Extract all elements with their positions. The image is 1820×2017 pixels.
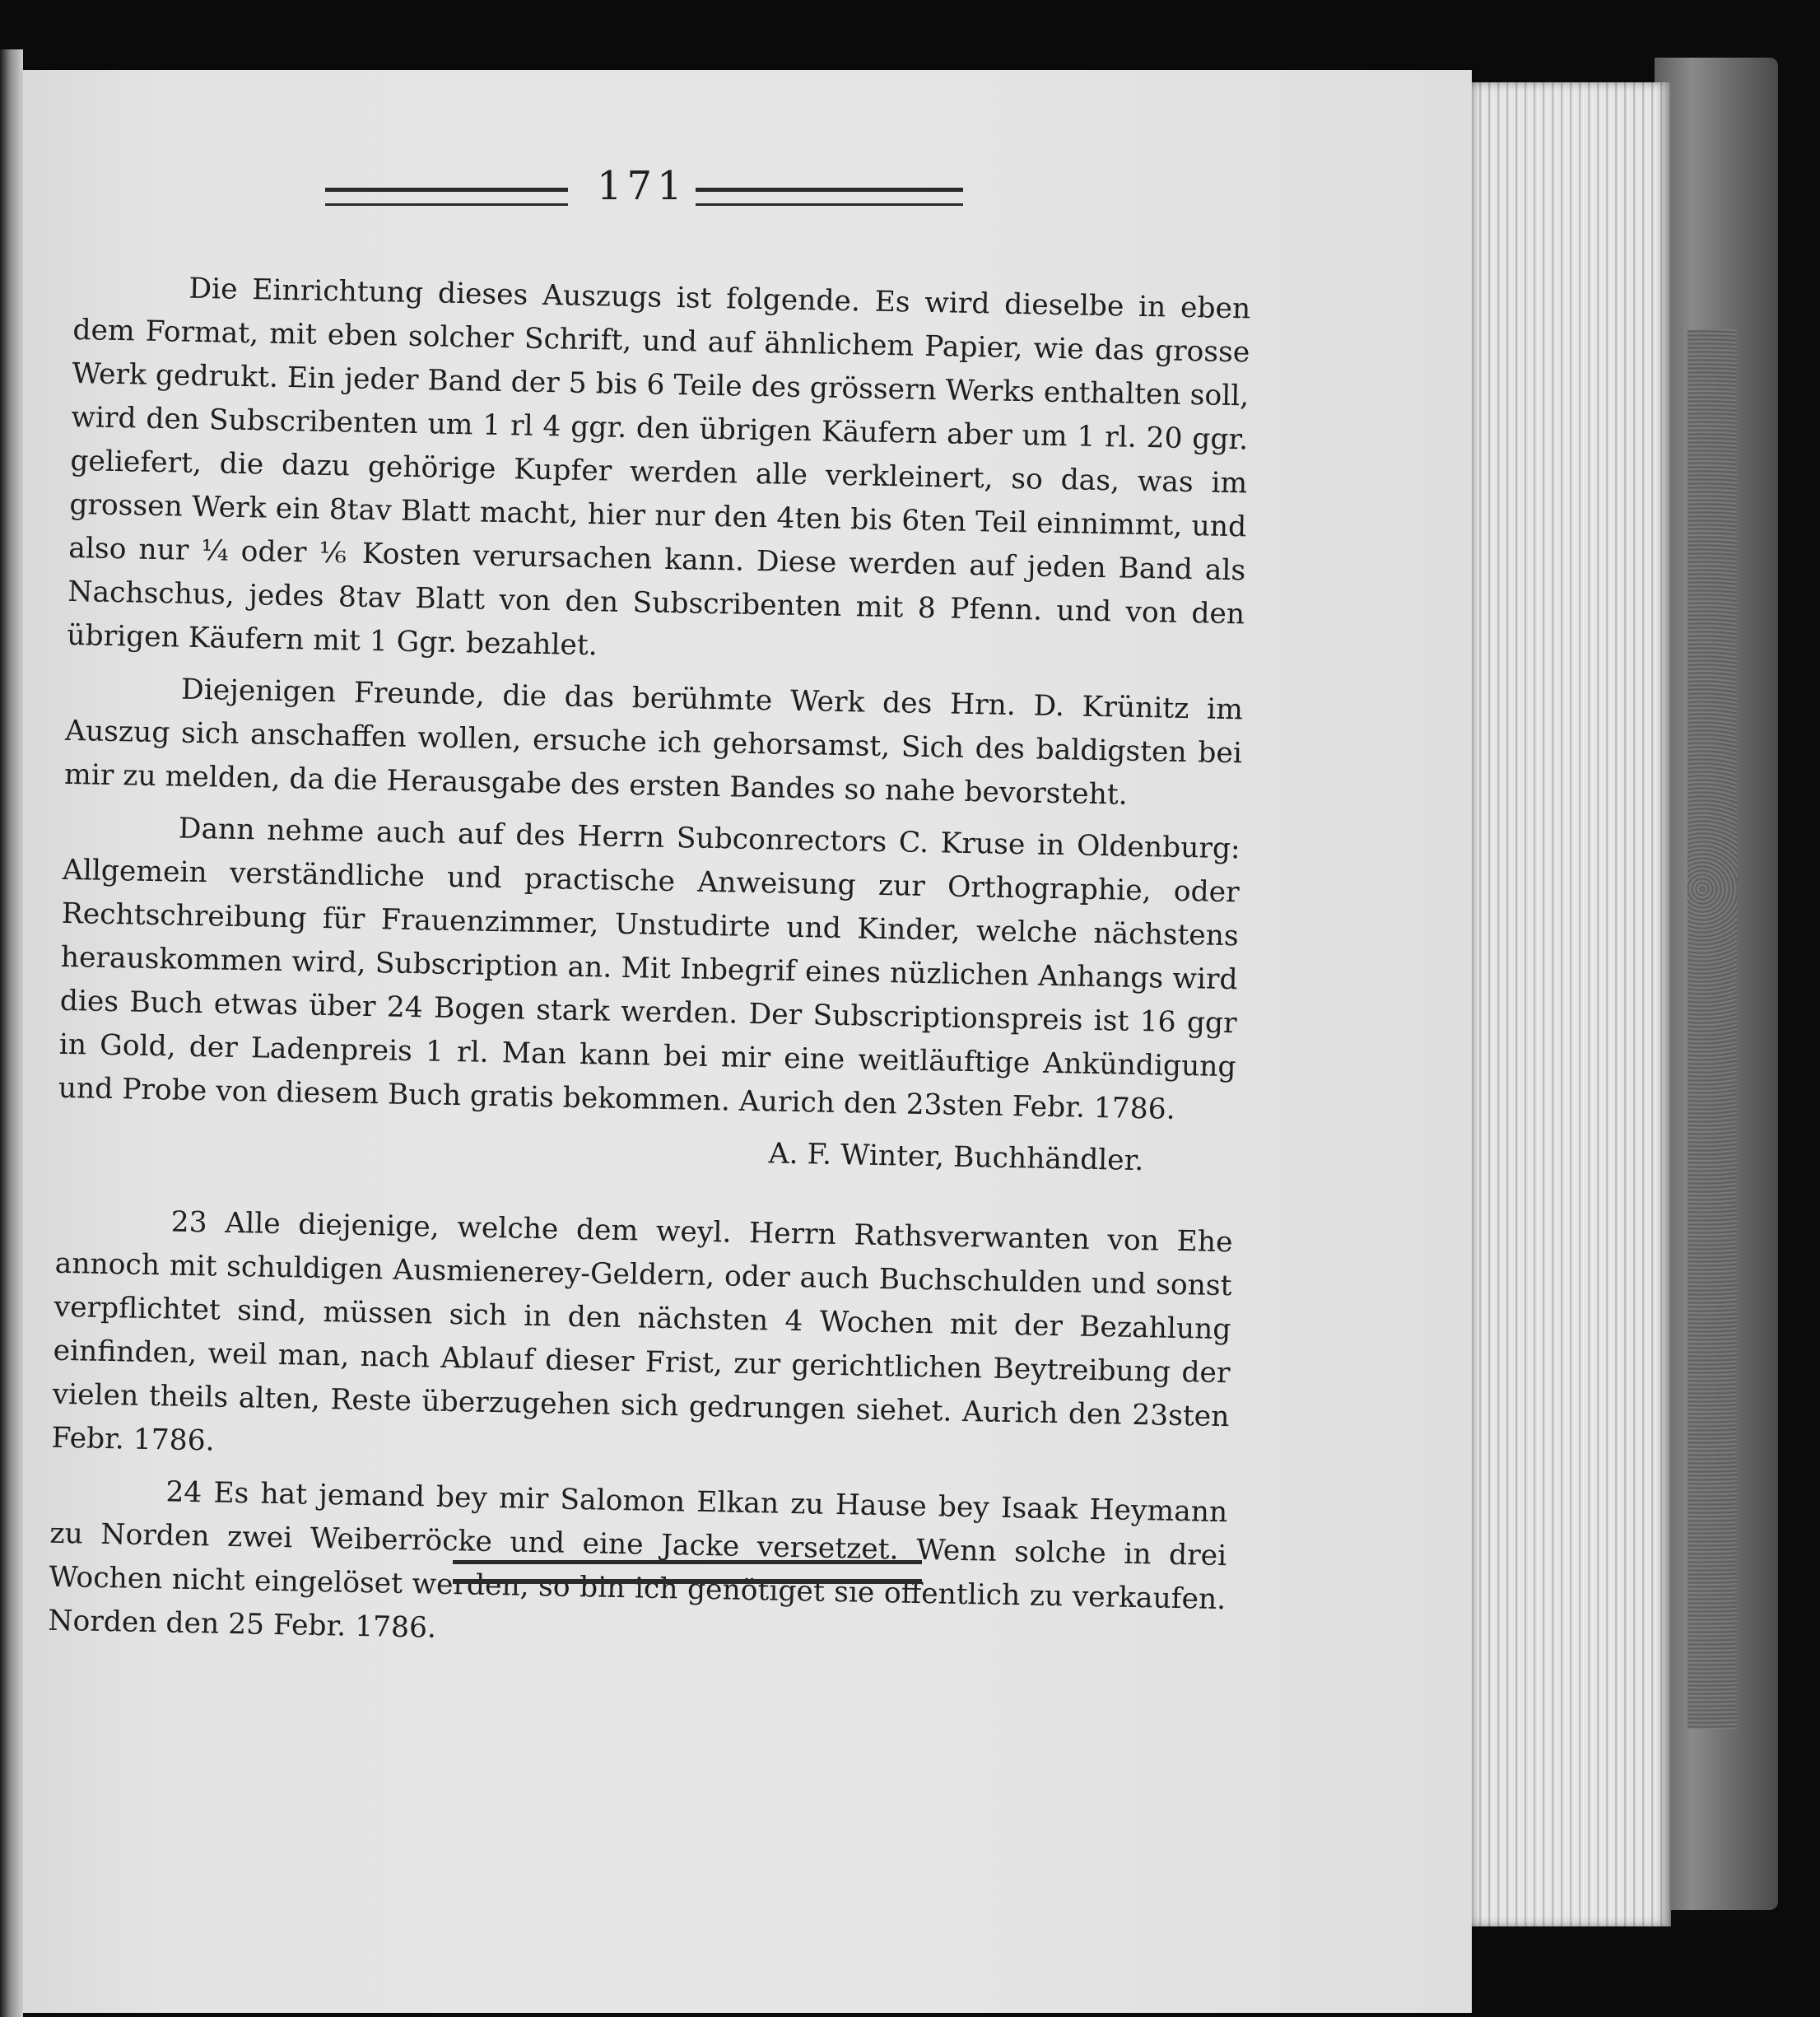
- signature: A. F. Winter, Buchhändler.: [768, 1137, 1144, 1178]
- page-stack: [1457, 82, 1671, 1926]
- previous-page-edge: [0, 49, 23, 2017]
- cover-marbling: [1687, 329, 1737, 1729]
- page-number: 171: [597, 163, 687, 209]
- page-header: [325, 163, 984, 212]
- paragraph-subscription: Dann nehme auch auf des Herrn Subconrectors C. Kruse in Oldenburg: Allgemein verständliche und practische Anweisung zur Orthographie, oder Rechtschreibung für Frauenzimmer, Unstudirte und Kinder, welche nächstens herauskommen wird, Subscription an. Mit Inbegrif eines nüzlichen Anhangs wird dies Buch etwas über 24 Bogen stark werden. Der Subscriptionspreis ist 16 ggr in Gold, der Ladenpreis 1 rl. Man kann bei mir eine weitläuftige Ankündigung und Probe von diesem Buch gratis bekommen. Aurich den 23sten Febr. 1786.: [58, 812, 1241, 1126]
- paragraph-freunde: Diejenigen Freunde, die das berühmte Werk des Hrn. D. Krünitz im Auszug sich anschaffen wollen, ersuche ich gehorsamst, Sich des baldigsten bei mir zu melden, da die Herausgabe des ersten Bandes so nahe bevorsteht.: [63, 673, 1244, 812]
- page-text: [48, 265, 1251, 1674]
- paragraph-einrichtung: Die Einrichtung dieses Auszugs ist folgende. Es wird dieselbe in eben dem Format, mit eben solcher Schrift, und auf ähnlichem Papier, wie das grosse Werk gedrukt. Ein jeder Band der 5 bis 6 Teile des grössern Werks enthalten soll, wird den Subscribenten um 1 rl 4 ggr. den übrigen Käufern aber um 1 rl. 20 ggr. geliefert, die dazu gehörige Kupfer werden alle verkleinert, so das, was im grossen Werk ein 8tav Blatt macht, hier nur den 4ten bis 6ten Teil einnimmt, und also nur ¼ oder ⅙ Kosten verursachen kann. Diese werden auf jeden Band als Nachschus, jedes 8tav Blatt von den Subscribenten mit 8 Pfenn. und von den übrigen Käufern mit 1 Ggr. bezahlet.: [66, 272, 1251, 663]
- footer-rule: [453, 1560, 922, 1584]
- header-rule-left: [325, 188, 568, 206]
- header-rule-right: [696, 188, 963, 206]
- notice-23: 23 Alle diejenige, welche dem weyl. Herrn Rathsverwanten von Ehe annoch mit schuldigen Ausmienerey-Geldern, oder auch Buchschulden und sonst verpflichtet sind, müssen sich in den nächsten 4 Wochen mit der Bezahlung einfinden, weil man, nach Ablauf dieser Frist, zur gerichtlichen Beytreibung der vielen theils alten, Reste überzugehen sich gedrungen siehet. Aurich den 23sten Febr. 1786.: [51, 1205, 1233, 1458]
- notice-24: 24 Es hat jemand bey mir Salomon Elkan zu Hause bey Isaak Heymann zu Norden zwei Weiberröcke und eine Jacke versetzet. Wenn solche in drei Wochen nicht eingelöset werden, so bin ich genötiget sie öffentlich zu verkaufen. Norden den 25 Febr. 1786.: [47, 1475, 1228, 1645]
